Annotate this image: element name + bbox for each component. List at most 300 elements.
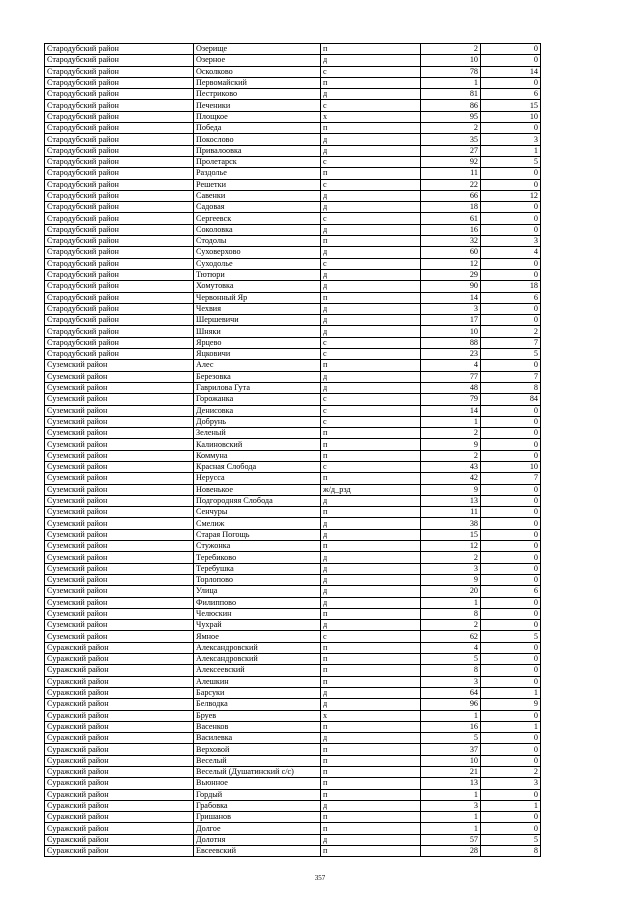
table-row (45, 360, 541, 371)
count-cell-1: 92 (421, 156, 481, 167)
count-cell-1: 1 (421, 77, 481, 88)
table-body (45, 44, 541, 857)
settlement-name-cell: Филиппово (194, 597, 321, 608)
table-row (45, 292, 541, 303)
count-cell-2: 14 (481, 66, 541, 77)
table-row (45, 66, 541, 77)
district-cell: Суражский район (45, 789, 194, 800)
settlement-type-cell: д (321, 190, 421, 201)
table-row (45, 823, 541, 834)
settlement-name-cell: Василевка (194, 733, 321, 744)
count-cell-1: 13 (421, 495, 481, 506)
settlement-type-cell: с (321, 416, 421, 427)
settlement-name-cell: Бруев (194, 710, 321, 721)
count-cell-2: 0 (481, 495, 541, 506)
count-cell-1: 95 (421, 111, 481, 122)
table-row (45, 687, 541, 698)
settlement-name-cell: Теребиково (194, 552, 321, 563)
settlement-name-cell: Чехвия (194, 303, 321, 314)
district-cell: Суземский район (45, 394, 194, 405)
count-cell-1: 14 (421, 292, 481, 303)
settlement-type-cell: д (321, 495, 421, 506)
count-cell-1: 3 (421, 676, 481, 687)
settlement-name-cell: Пестриково (194, 89, 321, 100)
settlement-type-cell: д (321, 89, 421, 100)
count-cell-1: 4 (421, 360, 481, 371)
count-cell-2: 0 (481, 55, 541, 66)
settlement-name-cell: Евсеевский (194, 846, 321, 857)
district-cell: Стародубский район (45, 145, 194, 156)
count-cell-1: 2 (421, 620, 481, 631)
district-cell: Суражский район (45, 710, 194, 721)
count-cell-2: 1 (481, 800, 541, 811)
settlement-type-cell: х (321, 111, 421, 122)
table-row (45, 394, 541, 405)
count-cell-2: 12 (481, 190, 541, 201)
settlement-name-cell: Горожанка (194, 394, 321, 405)
count-cell-2: 3 (481, 134, 541, 145)
count-cell-2: 0 (481, 213, 541, 224)
table-row (45, 529, 541, 540)
page-number: 357 (314, 874, 326, 882)
settlement-name-cell: Гришанов (194, 812, 321, 823)
count-cell-2: 0 (481, 676, 541, 687)
district-cell: Стародубский район (45, 292, 194, 303)
district-cell: Стародубский район (45, 123, 194, 134)
settlement-type-cell: с (321, 337, 421, 348)
table-row (45, 654, 541, 665)
table-row (45, 168, 541, 179)
settlement-type-cell: п (321, 642, 421, 653)
count-cell-2: 0 (481, 812, 541, 823)
count-cell-1: 1 (421, 789, 481, 800)
district-cell: Стародубский район (45, 337, 194, 348)
district-cell: Стародубский район (45, 44, 194, 55)
district-cell: Суземский район (45, 428, 194, 439)
table-row (45, 800, 541, 811)
settlement-type-cell: д (321, 800, 421, 811)
count-cell-1: 48 (421, 382, 481, 393)
district-cell: Стародубский район (45, 213, 194, 224)
table-row (45, 620, 541, 631)
district-cell: Стародубский район (45, 111, 194, 122)
count-cell-1: 86 (421, 100, 481, 111)
settlement-name-cell: Верховой (194, 744, 321, 755)
settlement-name-cell: Долгое (194, 823, 321, 834)
count-cell-2: 0 (481, 428, 541, 439)
settlement-name-cell: Ярцево (194, 337, 321, 348)
settlement-type-cell: п (321, 292, 421, 303)
settlement-type-cell: п (321, 721, 421, 732)
settlement-type-cell: с (321, 100, 421, 111)
settlement-name-cell: Старая Погощь (194, 529, 321, 540)
table-row (45, 269, 541, 280)
district-cell: Суземский район (45, 360, 194, 371)
table-row (45, 450, 541, 461)
count-cell-1: 10 (421, 55, 481, 66)
table-row (45, 507, 541, 518)
district-cell: Суземский район (45, 529, 194, 540)
count-cell-2: 0 (481, 642, 541, 653)
district-cell: Стародубский район (45, 281, 194, 292)
settlement-name-cell: Стужонка (194, 541, 321, 552)
count-cell-1: 43 (421, 461, 481, 472)
count-cell-2: 0 (481, 303, 541, 314)
count-cell-2: 0 (481, 202, 541, 213)
count-cell-1: 9 (421, 439, 481, 450)
settlement-name-cell: Чухрай (194, 620, 321, 631)
settlement-name-cell: Гордый (194, 789, 321, 800)
table-row (45, 123, 541, 134)
count-cell-2: 5 (481, 349, 541, 360)
table-row (45, 134, 541, 145)
settlement-name-cell: Долотня (194, 834, 321, 845)
table-row (45, 574, 541, 585)
settlement-type-cell: д (321, 620, 421, 631)
table-row (45, 326, 541, 337)
count-cell-1: 2 (421, 450, 481, 461)
count-cell-1: 20 (421, 586, 481, 597)
settlement-name-cell: Раздолье (194, 168, 321, 179)
table-row (45, 665, 541, 676)
count-cell-1: 32 (421, 236, 481, 247)
district-cell: Стародубский район (45, 55, 194, 66)
settlement-type-cell: п (321, 541, 421, 552)
table-row (45, 145, 541, 156)
table-row (45, 586, 541, 597)
count-cell-2: 0 (481, 552, 541, 563)
count-cell-2: 8 (481, 846, 541, 857)
settlement-name-cell: Печеники (194, 100, 321, 111)
count-cell-1: 11 (421, 168, 481, 179)
count-cell-1: 61 (421, 213, 481, 224)
district-cell: Стародубский район (45, 269, 194, 280)
settlement-type-cell: д (321, 269, 421, 280)
settlement-name-cell: Садовая (194, 202, 321, 213)
district-cell: Суземский район (45, 495, 194, 506)
settlement-name-cell: Соколовка (194, 224, 321, 235)
settlement-name-cell: Грабовка (194, 800, 321, 811)
settlement-type-cell: п (321, 789, 421, 800)
settlement-name-cell: Победа (194, 123, 321, 134)
count-cell-2: 6 (481, 292, 541, 303)
district-cell: Суражский район (45, 823, 194, 834)
settlement-type-cell: д (321, 326, 421, 337)
settlement-type-cell: д (321, 733, 421, 744)
settlement-type-cell: д (321, 202, 421, 213)
count-cell-2: 4 (481, 247, 541, 258)
table-row (45, 699, 541, 710)
count-cell-2: 0 (481, 168, 541, 179)
settlement-type-cell: с (321, 156, 421, 167)
count-cell-2: 0 (481, 123, 541, 134)
settlement-name-cell: Алексеевский (194, 665, 321, 676)
count-cell-2: 0 (481, 439, 541, 450)
count-cell-2: 0 (481, 484, 541, 495)
count-cell-1: 81 (421, 89, 481, 100)
count-cell-2: 0 (481, 315, 541, 326)
table-row (45, 247, 541, 258)
settlement-type-cell: х (321, 710, 421, 721)
table-row (45, 258, 541, 269)
count-cell-2: 0 (481, 224, 541, 235)
table-row (45, 213, 541, 224)
table-row (45, 473, 541, 484)
settlement-type-cell: с (321, 394, 421, 405)
count-cell-1: 1 (421, 597, 481, 608)
table-row (45, 281, 541, 292)
settlement-name-cell: Площкое (194, 111, 321, 122)
count-cell-1: 38 (421, 518, 481, 529)
count-cell-1: 96 (421, 699, 481, 710)
district-cell: Суземский район (45, 461, 194, 472)
table-row (45, 846, 541, 857)
settlement-name-cell: Васенков (194, 721, 321, 732)
count-cell-2: 7 (481, 337, 541, 348)
settlement-name-cell: Барсуки (194, 687, 321, 698)
settlement-type-cell: п (321, 812, 421, 823)
district-cell: Стародубский район (45, 89, 194, 100)
district-cell: Суражский район (45, 642, 194, 653)
count-cell-1: 18 (421, 202, 481, 213)
settlement-type-cell: д (321, 382, 421, 393)
settlement-name-cell: Улица (194, 586, 321, 597)
settlement-type-cell: п (321, 744, 421, 755)
settlement-type-cell: д (321, 134, 421, 145)
settlement-name-cell: Алешкин (194, 676, 321, 687)
count-cell-1: 16 (421, 224, 481, 235)
count-cell-1: 77 (421, 371, 481, 382)
table-row (45, 563, 541, 574)
settlement-name-cell: Шняки (194, 326, 321, 337)
table-row (45, 710, 541, 721)
count-cell-1: 8 (421, 608, 481, 619)
district-cell: Суражский район (45, 676, 194, 687)
count-cell-2: 0 (481, 755, 541, 766)
district-cell: Стародубский район (45, 168, 194, 179)
table-row (45, 337, 541, 348)
count-cell-1: 8 (421, 665, 481, 676)
settlement-type-cell: д (321, 224, 421, 235)
count-cell-1: 1 (421, 416, 481, 427)
settlement-name-cell: Осколково (194, 66, 321, 77)
settlement-type-cell: п (321, 428, 421, 439)
count-cell-2: 6 (481, 586, 541, 597)
settlement-name-cell: Веселый (194, 755, 321, 766)
settlement-name-cell: Подгородняя Слобода (194, 495, 321, 506)
district-cell: Суражский район (45, 699, 194, 710)
count-cell-2: 15 (481, 100, 541, 111)
settlement-type-cell: п (321, 450, 421, 461)
settlement-type-cell: п (321, 767, 421, 778)
settlement-type-cell: п (321, 168, 421, 179)
count-cell-2: 2 (481, 767, 541, 778)
settlement-name-cell: Новенькое (194, 484, 321, 495)
table-row (45, 111, 541, 122)
table-row (45, 778, 541, 789)
district-cell: Суземский район (45, 563, 194, 574)
count-cell-2: 3 (481, 236, 541, 247)
settlement-type-cell: д (321, 687, 421, 698)
table-row (45, 416, 541, 427)
settlement-type-cell: с (321, 179, 421, 190)
count-cell-1: 57 (421, 834, 481, 845)
settlement-name-cell: Суходолье (194, 258, 321, 269)
table-row (45, 315, 541, 326)
count-cell-1: 9 (421, 484, 481, 495)
settlement-name-cell: Озерище (194, 44, 321, 55)
table-row (45, 179, 541, 190)
count-cell-2: 0 (481, 258, 541, 269)
settlement-type-cell: п (321, 507, 421, 518)
table-row (45, 642, 541, 653)
count-cell-1: 1 (421, 823, 481, 834)
table-row (45, 156, 541, 167)
settlement-name-cell: Нерусса (194, 473, 321, 484)
settlement-type-cell: п (321, 236, 421, 247)
settlement-name-cell: Зеленый (194, 428, 321, 439)
count-cell-1: 60 (421, 247, 481, 258)
settlement-name-cell: Тютюри (194, 269, 321, 280)
district-cell: Суражский район (45, 744, 194, 755)
table-row (45, 484, 541, 495)
count-cell-2: 1 (481, 721, 541, 732)
district-cell: Суражский район (45, 733, 194, 744)
district-cell: Стародубский район (45, 179, 194, 190)
district-cell: Стародубский район (45, 247, 194, 258)
settlement-type-cell: п (321, 439, 421, 450)
settlement-name-cell: Ямное (194, 631, 321, 642)
table-row (45, 349, 541, 360)
count-cell-2: 7 (481, 473, 541, 484)
count-cell-1: 3 (421, 563, 481, 574)
count-cell-2: 0 (481, 710, 541, 721)
count-cell-2: 0 (481, 77, 541, 88)
district-cell: Суражский район (45, 767, 194, 778)
district-cell: Суражский район (45, 665, 194, 676)
count-cell-2: 0 (481, 529, 541, 540)
settlement-type-cell: д (321, 563, 421, 574)
settlement-name-cell: Сергеевск (194, 213, 321, 224)
settlement-type-cell: д (321, 699, 421, 710)
table-row (45, 303, 541, 314)
settlement-name-cell: Стодолы (194, 236, 321, 247)
count-cell-1: 5 (421, 654, 481, 665)
table-row (45, 552, 541, 563)
district-cell: Суземский район (45, 608, 194, 619)
settlement-name-cell: Коммуна (194, 450, 321, 461)
settlement-name-cell: Торлопово (194, 574, 321, 585)
district-cell: Суземский район (45, 552, 194, 563)
settlement-name-cell: Александровский (194, 642, 321, 653)
settlement-name-cell: Озерное (194, 55, 321, 66)
district-cell: Стародубский район (45, 77, 194, 88)
table-row (45, 721, 541, 732)
settlement-name-cell: Покослово (194, 134, 321, 145)
count-cell-2: 5 (481, 631, 541, 642)
count-cell-2: 0 (481, 44, 541, 55)
table-row (45, 190, 541, 201)
settlement-name-cell: Добрунь (194, 416, 321, 427)
count-cell-2: 0 (481, 620, 541, 631)
table-row (45, 812, 541, 823)
settlement-type-cell: с (321, 213, 421, 224)
table-row (45, 631, 541, 642)
settlement-type-cell: д (321, 529, 421, 540)
district-cell: Стародубский район (45, 349, 194, 360)
table-row (45, 597, 541, 608)
count-cell-1: 62 (421, 631, 481, 642)
count-cell-1: 23 (421, 349, 481, 360)
district-cell: Стародубский район (45, 303, 194, 314)
settlement-name-cell: Александровский (194, 654, 321, 665)
count-cell-2: 0 (481, 823, 541, 834)
settlement-type-cell: с (321, 258, 421, 269)
settlement-type-cell: д (321, 518, 421, 529)
settlement-type-cell: п (321, 608, 421, 619)
settlement-name-cell: Алес (194, 360, 321, 371)
district-cell: Стародубский район (45, 156, 194, 167)
district-cell: Суземский район (45, 473, 194, 484)
table-row (45, 428, 541, 439)
settlement-type-cell: с (321, 349, 421, 360)
settlement-name-cell: Сенчуры (194, 507, 321, 518)
settlement-type-cell: д (321, 281, 421, 292)
district-cell: Суземский район (45, 439, 194, 450)
settlement-type-cell: с (321, 66, 421, 77)
count-cell-1: 88 (421, 337, 481, 348)
settlement-name-cell: Березовка (194, 371, 321, 382)
count-cell-2: 6 (481, 89, 541, 100)
count-cell-1: 27 (421, 145, 481, 156)
district-cell: Суражский район (45, 654, 194, 665)
settlement-type-cell: п (321, 778, 421, 789)
district-cell: Стародубский район (45, 66, 194, 77)
table-row (45, 439, 541, 450)
settlement-type-cell: д (321, 552, 421, 563)
count-cell-1: 42 (421, 473, 481, 484)
district-cell: Суземский район (45, 450, 194, 461)
count-cell-1: 1 (421, 710, 481, 721)
count-cell-2: 18 (481, 281, 541, 292)
district-cell: Суземский район (45, 518, 194, 529)
settlements-table (44, 43, 541, 857)
settlement-type-cell: д (321, 315, 421, 326)
district-cell: Суземский район (45, 507, 194, 518)
count-cell-2: 0 (481, 654, 541, 665)
table-row (45, 405, 541, 416)
count-cell-2: 7 (481, 371, 541, 382)
settlement-type-cell: п (321, 44, 421, 55)
district-cell: Суражский район (45, 812, 194, 823)
table-row (45, 744, 541, 755)
district-cell: Стародубский район (45, 190, 194, 201)
table-row (45, 100, 541, 111)
settlement-type-cell: д (321, 834, 421, 845)
count-cell-2: 0 (481, 541, 541, 552)
district-cell: Стародубский район (45, 134, 194, 145)
settlement-name-cell: Денисовка (194, 405, 321, 416)
settlement-type-cell: с (321, 631, 421, 642)
district-cell: Суземский район (45, 541, 194, 552)
district-cell: Суражский район (45, 778, 194, 789)
count-cell-2: 5 (481, 834, 541, 845)
settlement-type-cell: п (321, 473, 421, 484)
district-cell: Суражский район (45, 721, 194, 732)
district-cell: Суражский район (45, 687, 194, 698)
settlement-type-cell: п (321, 77, 421, 88)
count-cell-1: 3 (421, 303, 481, 314)
